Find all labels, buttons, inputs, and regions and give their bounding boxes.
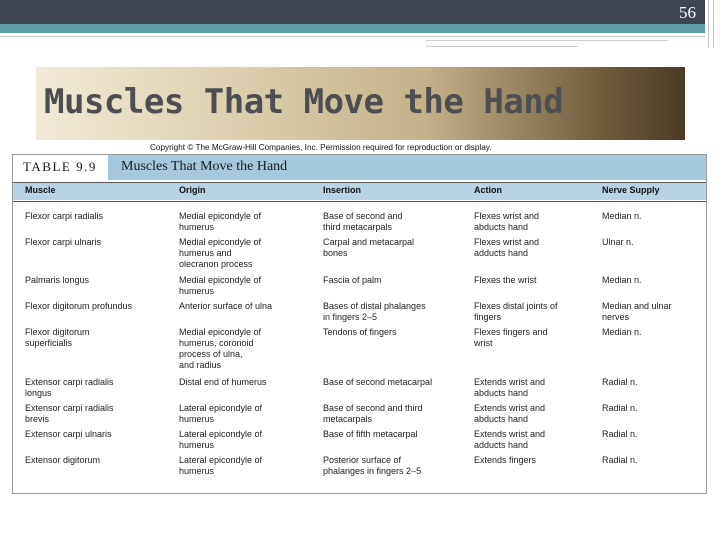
right-margin	[705, 0, 720, 540]
cell-line: wrist	[474, 338, 493, 348]
divider-line	[713, 0, 714, 48]
table-tag-label: TABLE 9.9	[23, 159, 97, 174]
cell-line: Bases of distal phalanges	[323, 301, 426, 311]
cell-line: Medial epicondyle of	[179, 211, 262, 221]
cell-line: third metacarpals	[323, 222, 393, 232]
cell-line: process of ulna,	[179, 349, 243, 359]
cell-line: Medial epicondyle of	[179, 327, 262, 337]
cell-insertion	[323, 377, 432, 388]
column-header-nerve-supply: Nerve Supply	[602, 185, 660, 195]
cell-line: humerus	[179, 466, 215, 476]
cell-line: Lateral epicondyle of	[179, 429, 263, 439]
column-header-muscle: Muscle	[25, 185, 56, 195]
cell-line: Extends wrist and	[474, 429, 546, 439]
cell-line: Radial n.	[602, 429, 638, 439]
cell-action	[474, 455, 536, 466]
cell-line: humerus	[179, 286, 215, 296]
cell-line: Extends wrist and	[474, 377, 546, 387]
cell-action	[474, 377, 545, 399]
slide-title: Muscles That Move the Hand	[44, 82, 564, 122]
cell-nerve-supply	[602, 403, 638, 414]
cell-line: Median n.	[602, 275, 642, 285]
cell-nerve-supply	[602, 301, 672, 323]
cell-line: Flexor digitorum profundus	[25, 301, 133, 311]
cell-insertion	[323, 455, 421, 477]
cell-nerve-supply	[602, 327, 642, 338]
cell-line: humerus	[179, 414, 215, 424]
cell-origin	[179, 211, 261, 233]
cell-line: Tendons of fingers	[323, 327, 397, 337]
cell-line: Extends fingers	[474, 455, 537, 465]
cell-line: fingers	[474, 312, 502, 322]
cell-line: Median n.	[602, 327, 642, 337]
cell-line: humerus	[179, 440, 215, 450]
column-header-origin: Origin	[179, 185, 206, 195]
cell-line: Flexes wrist and	[474, 237, 540, 247]
cell-line: abducts hand	[474, 388, 529, 398]
cell-action	[474, 327, 548, 349]
cell-line: Medial epicondyle of	[179, 275, 262, 285]
cell-line: Radial n.	[602, 403, 638, 413]
copyright-notice: Copyright © The McGraw-Hill Companies, Inc. Permission required for reproduction or display.	[150, 143, 492, 152]
cell-action	[474, 211, 539, 233]
cell-line: adducts hand	[474, 248, 529, 258]
cell-line: Median n.	[602, 211, 642, 221]
page-number: 56	[679, 3, 696, 22]
cell-line: Radial n.	[602, 455, 638, 465]
header-accent-bar	[0, 24, 705, 33]
divider-line	[426, 40, 668, 41]
cell-line: Median and ulnar	[602, 301, 672, 311]
cell-line: Distal end of humerus	[179, 377, 267, 387]
cell-line: Extensor carpi radialis	[25, 403, 114, 413]
cell-line: Extensor digitorum	[25, 455, 101, 465]
cell-line: Base of fifth metacarpal	[323, 429, 418, 439]
cell-line: Flexes distal joints of	[474, 301, 558, 311]
cell-line: Base of second and	[323, 211, 403, 221]
divider-line	[426, 46, 578, 47]
cell-line: humerus	[179, 222, 215, 232]
cell-muscle	[25, 275, 89, 286]
cell-origin	[179, 327, 261, 371]
cell-line: Carpal and metacarpal	[323, 237, 415, 247]
muscle-table	[12, 154, 707, 494]
cell-line: Flexor carpi ulnaris	[25, 237, 102, 247]
cell-line: Base of second metacarpal	[323, 377, 433, 387]
cell-insertion	[323, 275, 382, 286]
cell-muscle	[25, 377, 114, 399]
cell-action	[474, 237, 539, 259]
cell-origin	[179, 429, 262, 451]
cell-line: longus	[25, 388, 52, 398]
cell-line: Medial epicondyle of	[179, 237, 262, 247]
cell-nerve-supply	[602, 429, 638, 440]
cell-line: abducts hand	[474, 222, 529, 232]
cell-line: Ulnar n.	[602, 237, 634, 247]
cell-line: metacarpals	[323, 414, 373, 424]
cell-action	[474, 275, 537, 286]
cell-line: superficialis	[25, 338, 73, 348]
cell-line: Anterior surface of ulna	[179, 301, 273, 311]
cell-line: Flexor carpi radialis	[25, 211, 104, 221]
cell-nerve-supply	[602, 275, 642, 286]
cell-insertion	[323, 237, 414, 259]
cell-line: adducts hand	[474, 440, 529, 450]
column-header-insertion: Insertion	[323, 185, 362, 195]
cell-action	[474, 301, 558, 323]
cell-line: Fascia of palm	[323, 275, 382, 285]
divider-line	[0, 36, 705, 37]
cell-insertion	[323, 403, 423, 425]
cell-insertion	[323, 327, 397, 338]
cell-nerve-supply	[602, 377, 638, 388]
cell-muscle	[25, 327, 90, 349]
cell-muscle	[25, 211, 103, 222]
cell-insertion	[323, 211, 403, 233]
cell-line: Flexes fingers and	[474, 327, 548, 337]
cell-line: abducts hand	[474, 414, 529, 424]
divider-line	[708, 0, 709, 48]
cell-muscle	[25, 403, 114, 425]
cell-line: in fingers 2–5	[323, 312, 378, 322]
cell-origin	[179, 275, 261, 297]
cell-action	[474, 429, 545, 451]
cell-line: nerves	[602, 312, 630, 322]
header-bar	[0, 0, 705, 24]
cell-line: brevis	[25, 414, 50, 424]
cell-line: and radius	[179, 360, 222, 370]
table-tag	[13, 155, 108, 180]
cell-line: Radial n.	[602, 377, 638, 387]
cell-line: humerus and	[179, 248, 232, 258]
cell-line: Lateral epicondyle of	[179, 455, 263, 465]
table-header-band	[13, 155, 706, 180]
cell-line: Flexes the wrist	[474, 275, 537, 285]
cell-line: Extensor carpi ulnaris	[25, 429, 112, 439]
cell-insertion	[323, 429, 418, 440]
cell-insertion	[323, 301, 426, 323]
cell-line: Lateral epicondyle of	[179, 403, 263, 413]
cell-origin	[179, 455, 262, 477]
cell-nerve-supply	[602, 237, 634, 248]
cell-line: Flexor digitorum	[25, 327, 90, 337]
column-header-action: Action	[474, 185, 502, 195]
cell-line: olecranon process	[179, 259, 253, 269]
cell-line: humerus, coronoid	[179, 338, 254, 348]
cell-line: bones	[323, 248, 348, 258]
cell-line: phalanges in fingers 2–5	[323, 466, 422, 476]
cell-nerve-supply	[602, 211, 642, 222]
cell-line: Posterior surface of	[323, 455, 402, 465]
cell-muscle	[25, 237, 101, 248]
cell-origin	[179, 301, 272, 312]
cell-muscle	[25, 301, 132, 312]
cell-muscle	[25, 455, 100, 466]
cell-origin	[179, 377, 267, 388]
cell-line: Extends wrist and	[474, 403, 546, 413]
cell-nerve-supply	[602, 455, 638, 466]
cell-muscle	[25, 429, 112, 440]
cell-origin	[179, 237, 261, 270]
cell-origin	[179, 403, 262, 425]
divider-line	[13, 201, 706, 202]
cell-line: Palmaris longus	[25, 275, 90, 285]
cell-action	[474, 403, 545, 425]
cell-line: Base of second and third	[323, 403, 423, 413]
table-caption: Muscles That Move the Hand	[121, 159, 288, 174]
cell-line: Extensor carpi radialis	[25, 377, 114, 387]
cell-line: Flexes wrist and	[474, 211, 540, 221]
